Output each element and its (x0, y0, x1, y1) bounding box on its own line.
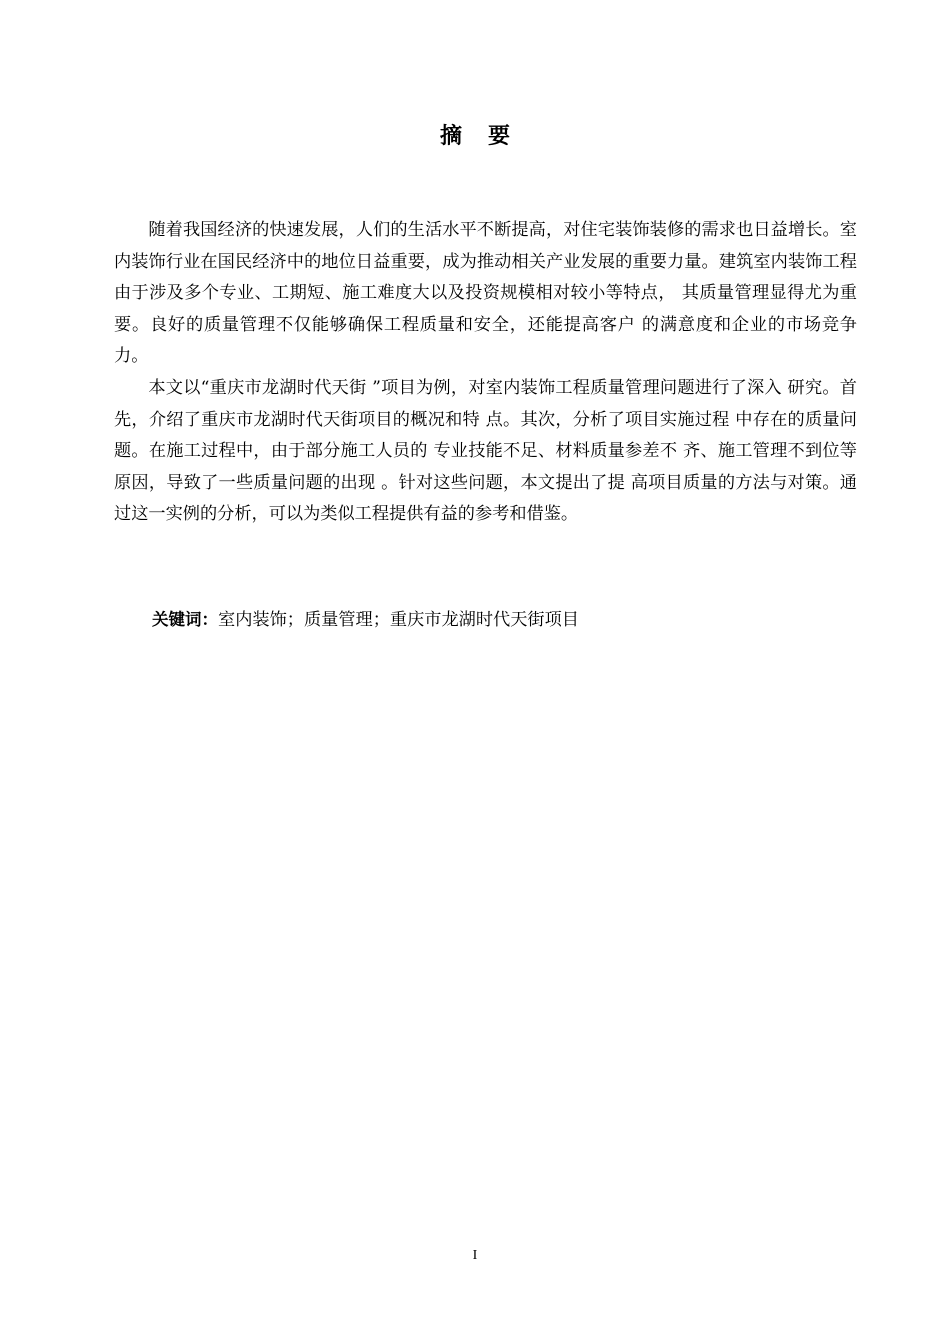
abstract-title: 摘要 (439, 124, 536, 149)
keywords-line (152, 605, 852, 635)
keywords-value: 室内装饰；质量管理；重庆市龙湖时代天街项目 (218, 610, 579, 630)
abstract-paragraph-1: 随着我国经济的快速发展，人们的生活水平不断提高，对住宅装饰装修的需求也日益增长。室内装饰行业在国民经济中的地位日益重要，成为推动相关产业发展的重要力量。建筑室内装饰工程由于涉及多个专业、工期短、施工难度大以及投资规模相对较小等特点， 其质量管理显得尤为重要。良好的质量管理不仅能够确保工程质量和安全，还能提高客户 的满意度和企业的市场竞争力。 (114, 220, 857, 367)
abstract-body (114, 215, 857, 531)
abstract-paragraph-2: 本文以“重庆市龙湖时代天街 ”项目为例，对室内装饰工程质量管理问题进行了深入 研究。首先，介绍了重庆市龙湖时代天街项目的概况和特 点。其次，分析了项目实施过程 中存在的质量问题。在施工过程中，由于部分施工人员的 专业技能不足、材料质量参差不 齐、施工管理不到位等原因，导致了一些质量问题的出现 。针对这些问题，本文提出了提 高项目质量的方法与对策。通过这一实例的分析，可以为类似工程提供有益的参考和借鉴。 (114, 377, 857, 525)
page-number: I (472, 1248, 478, 1263)
keywords-label: 关键词： (152, 610, 218, 629)
